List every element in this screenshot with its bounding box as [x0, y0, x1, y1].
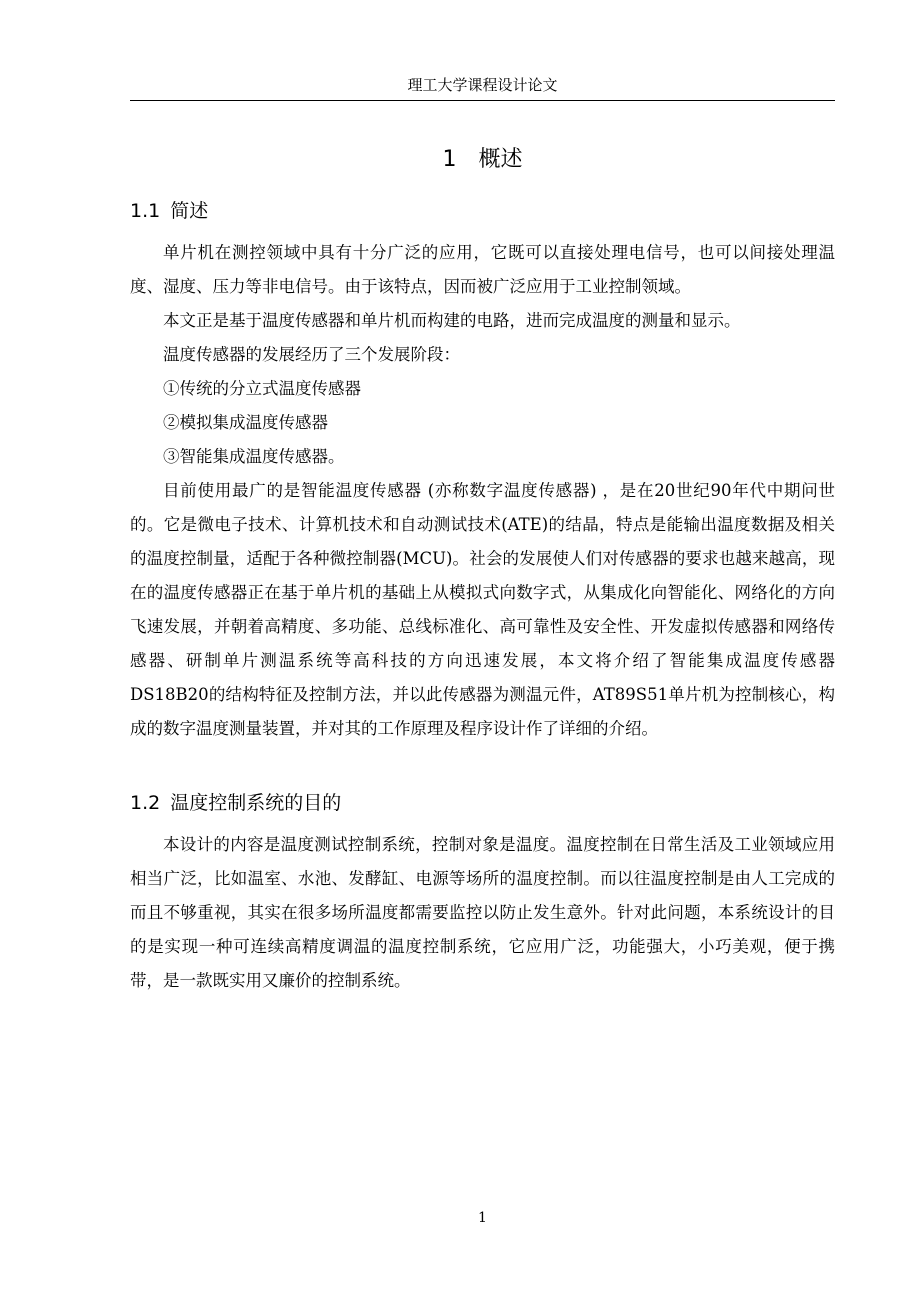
list-item: ③智能集成温度传感器。	[163, 447, 345, 466]
section-title: 温度控制系统的目的	[170, 792, 342, 814]
header-rule	[130, 100, 835, 101]
list-item: ①传统的分立式温度传感器	[163, 379, 361, 398]
chapter-number: 1	[442, 147, 457, 172]
running-header: 理工大学课程设计论文	[407, 76, 558, 94]
list-item: ②模拟集成温度传感器	[163, 413, 328, 432]
chapter-title-text: 概述	[478, 147, 523, 172]
section-1-1-body	[130, 236, 835, 746]
page-number: 1	[478, 1210, 487, 1226]
section-heading-1-2	[130, 788, 341, 815]
paragraph: 本设计的内容是温度测试控制系统，控制对象是温度。温度控制在日常生活及工业领域应用相当广泛，比如温室、水池、发酵缸、电源等场所的温度控制。而以往温度控制是由人工完成的而且不够重视，其实在很多场所温度都需要监控以防止发生意外。针对此问题，本系统设计的目的是实现一种可连续高精度调温的温度控制系统，它应用广泛，功能强大，小巧美观，便于携带，是一款既实用又廉价的控制系统。	[130, 835, 835, 990]
section-number: 1.1	[130, 200, 161, 222]
section-1-2-body	[130, 828, 835, 998]
paragraph: 单片机在测控领域中具有十分广泛的应用，它既可以直接处理电信号，也可以间接处理温度、湿度、压力等非电信号。由于该特点，因而被广泛应用于工业控制领域。	[130, 243, 835, 296]
paragraph: 温度传感器的发展经历了三个发展阶段：	[163, 345, 460, 364]
section-title: 简述	[170, 200, 209, 222]
section-heading-1-1	[130, 196, 208, 223]
paragraph: 目前使用最广的是智能温度传感器 (亦称数字温度传感器) ，是在20世纪90年代中期问世的。它是微电子技术、计算机技术和自动测试技术(ATE)的结晶，特点是能输出温度数据及相关的温度控制量，适配于各种微控制器(MCU)。社会的发展使人们对传感器的要求也越来越高，现在的温度传感器正在基于单片机的基础上从模拟式向数字式，从集成化向智能化、网络化的方向飞速发展，并朝着高精度、多功能、总线标准化、高可靠性及安全性、开发虚拟传感器和网络传感器、研制单片测温系统等高科技的方向迅速发展，本文将介绍了智能集成温度传感器DS18B20的结构特征及控制方法，并以此传感器为测温元件，AT89S51单片机为控制核心，构成的数字温度测量装置，并对其的工作原理及程序设计作了详细的介绍。	[130, 481, 835, 738]
paragraph: 本文正是基于温度传感器和单片机而构建的电路，进而完成温度的测量和显示。	[163, 311, 741, 330]
chapter-title	[130, 142, 835, 173]
section-number: 1.2	[130, 792, 161, 814]
